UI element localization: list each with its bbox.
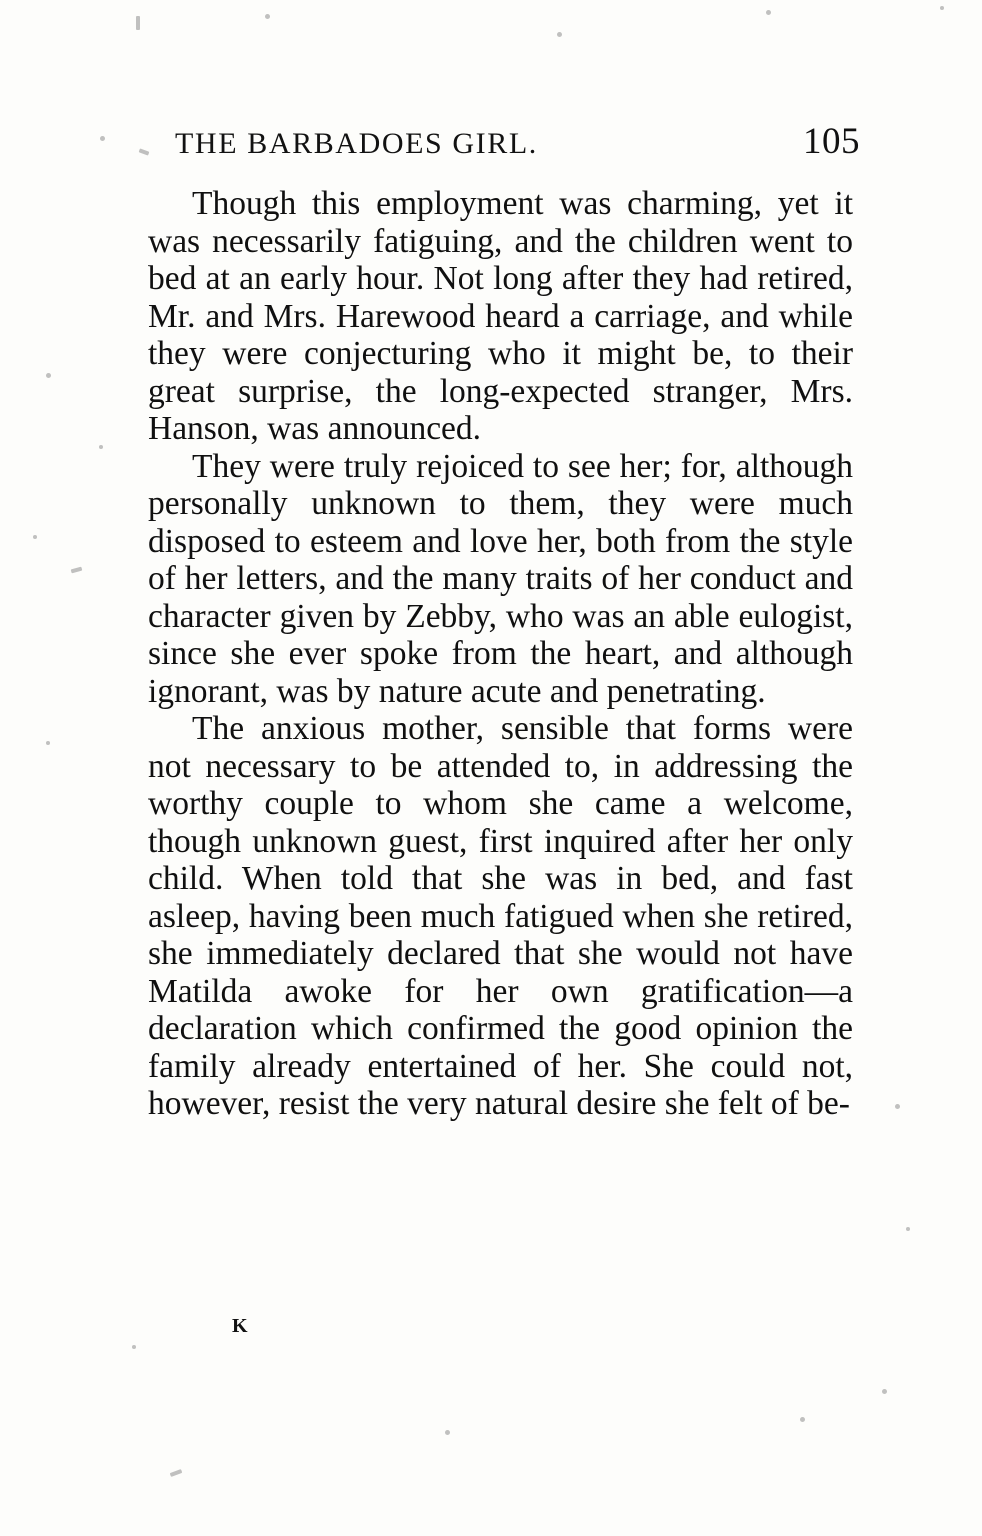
scan-speck: [940, 6, 944, 10]
scan-speck: [445, 1430, 450, 1435]
body-text: [148, 185, 853, 1123]
scan-speck: [265, 14, 270, 19]
scan-speck: [170, 1469, 183, 1477]
scan-speck: [136, 16, 140, 30]
paragraph: They were truly rejoiced to see her; for, although personally unknown to them, they were much disposed to esteem and love her, both from the style of her letters, and the many traits of her conduct and character given by Zebby, who was an able eulogist, since she ever spoke from the heart, and although ignorant, was by nature acute and penetrating.: [148, 447, 853, 710]
scan-speck: [800, 1417, 805, 1422]
scan-speck: [132, 1345, 136, 1349]
scan-speck: [906, 1227, 910, 1231]
scan-speck: [46, 741, 50, 745]
scan-speck: [99, 445, 103, 449]
scan-speck: [766, 10, 771, 15]
scan-speck: [100, 136, 105, 141]
running-title: THE BARBADOES GIRL.: [175, 127, 538, 160]
page-number: 105: [803, 121, 860, 162]
page-header: [145, 120, 860, 163]
scan-speck: [71, 567, 83, 574]
signature-mark: K: [232, 1315, 249, 1337]
scan-speck: [557, 32, 562, 37]
scan-speck: [895, 1104, 900, 1109]
scan-speck: [46, 373, 51, 378]
paragraph: Though this employment was charming, yet it was necessarily fatiguing, and the children went to bed at an early hour. Not long after they had retired, Mr. and Mrs. Harewood heard a carriage, and while they were conjecturing who it might be, to their great surprise, the long-expected stranger, Mrs. Hanson, was announced.: [148, 185, 853, 447]
scan-speck: [882, 1389, 887, 1394]
paragraph: The anxious mother, sensible that forms were not necessary to be attended to, in addressing the worthy couple to whom she came a welcome, though unknown guest, first inquired after her only child. When told that she was in bed, and fast asleep, having been much fatigued when she retired, she immediately declared that she would not have Matilda awoke for her own gratification—a declaration which confirmed the good opinion the family already entertained of her. She could not, however, resist the very natural desire she felt of be-: [148, 710, 853, 1122]
scan-speck: [33, 535, 37, 539]
